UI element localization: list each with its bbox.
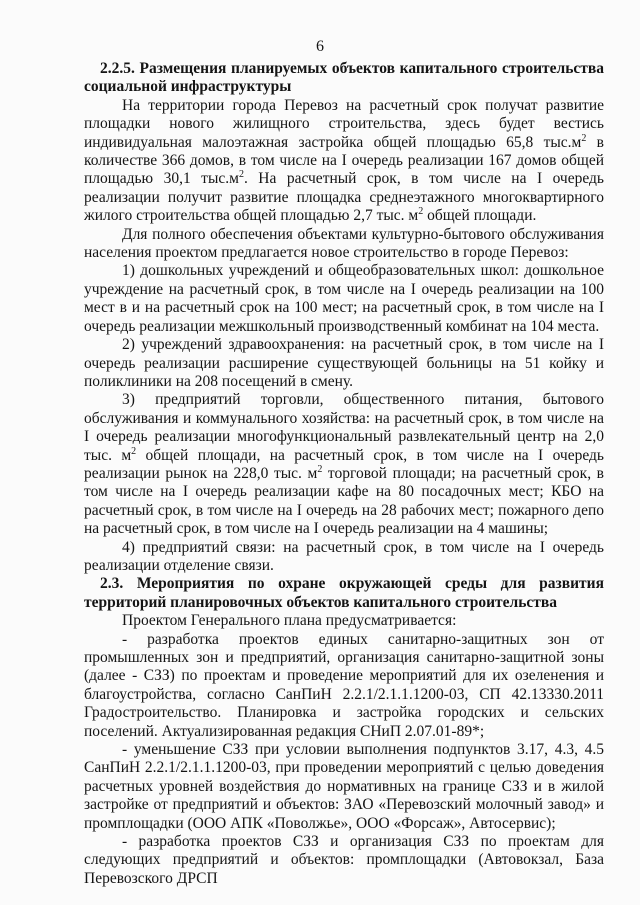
- section-title: Мероприятия по охране окружающей среды для развития территорий планировочных объектов капитального строительства: [84, 575, 604, 611]
- bullet-item: - уменьшение СЗЗ при условии выполнения подпунктов 3.17, 4.3, 4.5 СанПиН 2.2.1/2.1.1.1200-03, при проведении мероприятий с целью доведения расчетных уровней воздействия до нормативных на границе СЗЗ и в жилой застройке от предприятий и объектов: ЗАО «Перевозский молочный завод» и промплощадки (ООО АПК «Поволжье», ООО «Форсаж», Автосервис);: [84, 741, 604, 832]
- paragraph: Проектом Генерального плана предусматривается:: [122, 612, 457, 630]
- section-heading-2-2-5: [84, 60, 604, 97]
- section-number: 2.3.: [100, 575, 124, 593]
- text-run: На территории города Перевоз на расчетный срок получат развитие площадки нового жилищного строительства, здесь будет вестись индивидуальная малоэтажная застройка общей площадью 65,8 тыс.м: [84, 96, 604, 151]
- text-run: . На расчетный срок, в том числе на I очередь реализации получит развитие площадка среднеэтажного многоквартирного жилого строительства общей площадью 2,7 тыс. м: [84, 170, 604, 225]
- text-run: 3) предприятий торговли, общественного питания, бытового обслуживания и коммунального хозяйства: на расчетный срок, в том числе на I очередь реализации многофункциональный развлекательный центр на 2,0 тыс. м: [84, 391, 604, 464]
- text-run: общей площади, на расчетный срок, в том числе на I очередь реализации рынок на 228,0 тыс. м: [84, 446, 604, 482]
- bullet-item: - разработка проектов единых санитарно-защитных зон от промышленных зон и предприятий, организация санитарно-защитной зоны (далее - СЗЗ) по проектам и проведение мероприятий для их озеленения и благоустройства, согласно СанПиН 2.2.1/2.1.1.1200-03, СП 42.13330.2011 Градостроительство. Планировка и застройка городских и сельских поселений. Актуализированная редакция СНиП 2.07.01-89*;: [84, 630, 604, 740]
- paragraph: Для полного обеспечения объектами культурно-бытового обслуживания населения проектом предлагается новое строительство в городе Перевоз:: [84, 225, 604, 262]
- list-item: 4) предприятий связи: на расчетный срок, в том числе на I очередь реализации отделение связи.: [84, 538, 604, 574]
- section-number: 2.2.5.: [100, 60, 135, 77]
- bullet-item: - разработка проектов СЗЗ и организация СЗЗ по проектам для следующих предприятий и объектов: промплощадки (Автовокзал, База Перевозского ДРСП: [84, 833, 604, 887]
- text-run: торговой площади; на расчетный срок, в том числе на I очередь реализации кафе на 80 посадочных мест; КБО на расчетный срок, в том числе на I очередь на 28 рабочих мест; пожарного депо на расчетный срок, в том числе на I очередь реализации на 4 машины;: [84, 464, 604, 538]
- superscript: 2: [238, 169, 244, 181]
- superscript: 2: [581, 132, 587, 144]
- paragraph: [84, 97, 604, 226]
- text-run: общей площади.: [423, 207, 537, 225]
- superscript: 2: [131, 445, 137, 457]
- page-content: [84, 60, 604, 888]
- text-run: в количестве 366 домов, в том числе на I очередь реализации 167 домов общей площадью 30,1 тыс.м: [84, 133, 604, 188]
- section-heading-2-3: [84, 575, 604, 612]
- list-item: 1) дошкольных учреждений и общеобразовательных школ: дошкольное учреждение на расчетный срок, в том числе на I очередь реализации на 100 мест в и на расчетный срок на 100 мест; на расчетный срок, в том числе на I очередь реализации межшкольный производственный комбинат на 104 места.: [84, 262, 604, 335]
- list-item: 2) учреждений здравоохранения: на расчетный срок, в том числе на I очередь реализации расширение существующей больницы на 51 койку и поликлиники на 208 посещений в смену.: [84, 336, 604, 390]
- superscript: 2: [317, 463, 323, 475]
- section-title: Размещения планируемых объектов капитального строительства социальной инфраструктуры: [84, 60, 605, 96]
- page-number: 6: [316, 38, 324, 55]
- list-item: [84, 391, 604, 538]
- superscript: 2: [418, 206, 424, 218]
